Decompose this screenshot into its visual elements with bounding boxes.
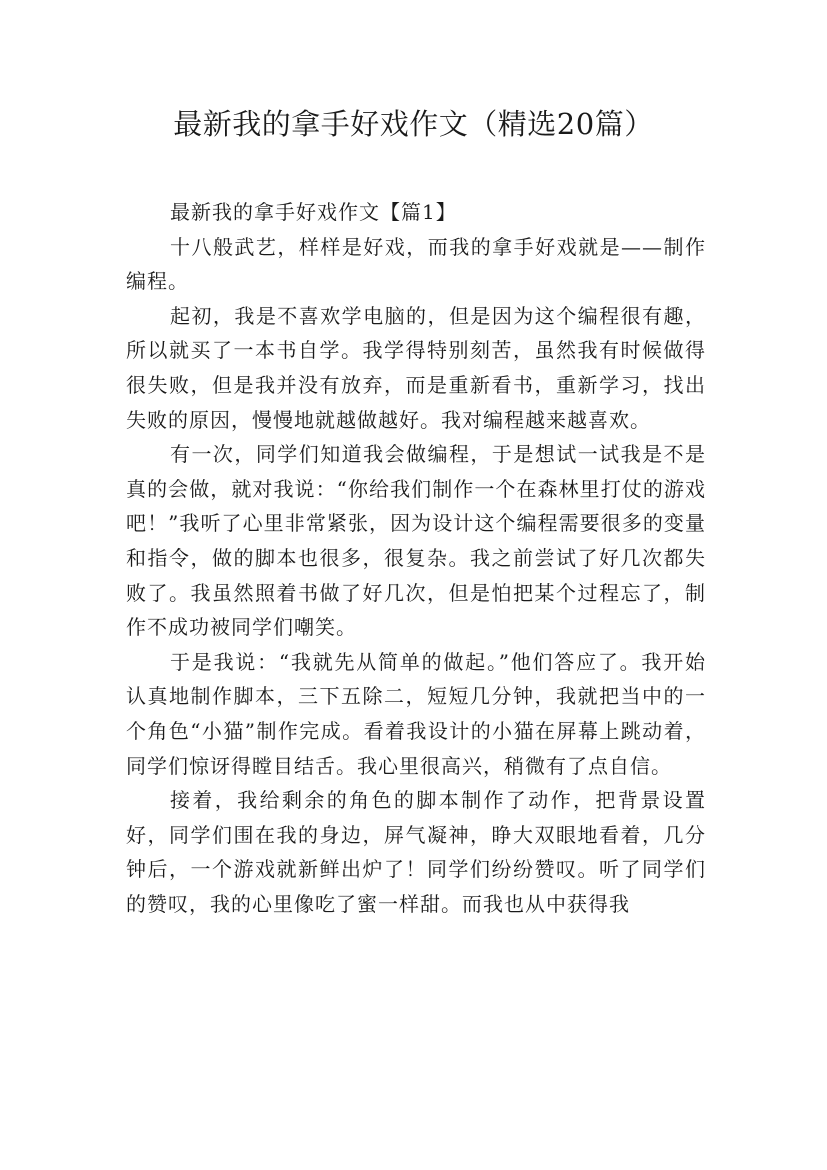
paragraph-5: 接着，我给剩余的角色的脚本制作了动作，把背景设置好，同学们围在我的身边，屏气凝神，睁大双眼地看着，几分钟后，一个游戏就新鲜出炉了！同学们纷纷赞叹。听了同学们的赞叹，我的心里像吃了蜜一样甜。而我也从中获得我: [126, 788, 706, 916]
section-heading: 最新我的拿手好戏作文【篇1】: [170, 200, 457, 224]
paragraph-1: 十八般武艺，样样是好戏，而我的拿手好戏就是——制作编程。: [126, 234, 706, 294]
paragraph-2: 起初，我是不喜欢学电脑的，但是因为这个编程很有趣，所以就买了一本书自学。我学得特别刻苦，虽然我有时候做得很失败，但是我并没有放弃，而是重新看书，重新学习，找出失败的原因，慢慢地就越做越好。我对编程越来越喜欢。: [126, 303, 706, 432]
document-body: [126, 195, 706, 921]
paragraph-4: 于是我说：“我就先从简单的做起。”他们答应了。我开始认真地制作脚本，三下五除二，短短几分钟，我就把当中的一个角色“小猫”制作完成。看着我设计的小猫在屏幕上跳动着，同学们惊讶得瞠目结舌。我心里很高兴，稍微有了点自信。: [126, 649, 706, 778]
paragraph-3: 有一次，同学们知道我会做编程，于是想试一试我是不是真的会做，就对我说：“你给我们制作一个在森林里打仗的游戏吧！”我听了心里非常紧张，因为设计这个编程需要很多的变量和指令，做的脚本也很多，很复杂。我之前尝试了好几次都失败了。我虽然照着书做了好几次，但是怕把某个过程忘了，制作不成功被同学们嘲笑。: [126, 442, 706, 640]
document-title: 最新我的拿手好戏作文（精选20篇）: [173, 107, 654, 141]
